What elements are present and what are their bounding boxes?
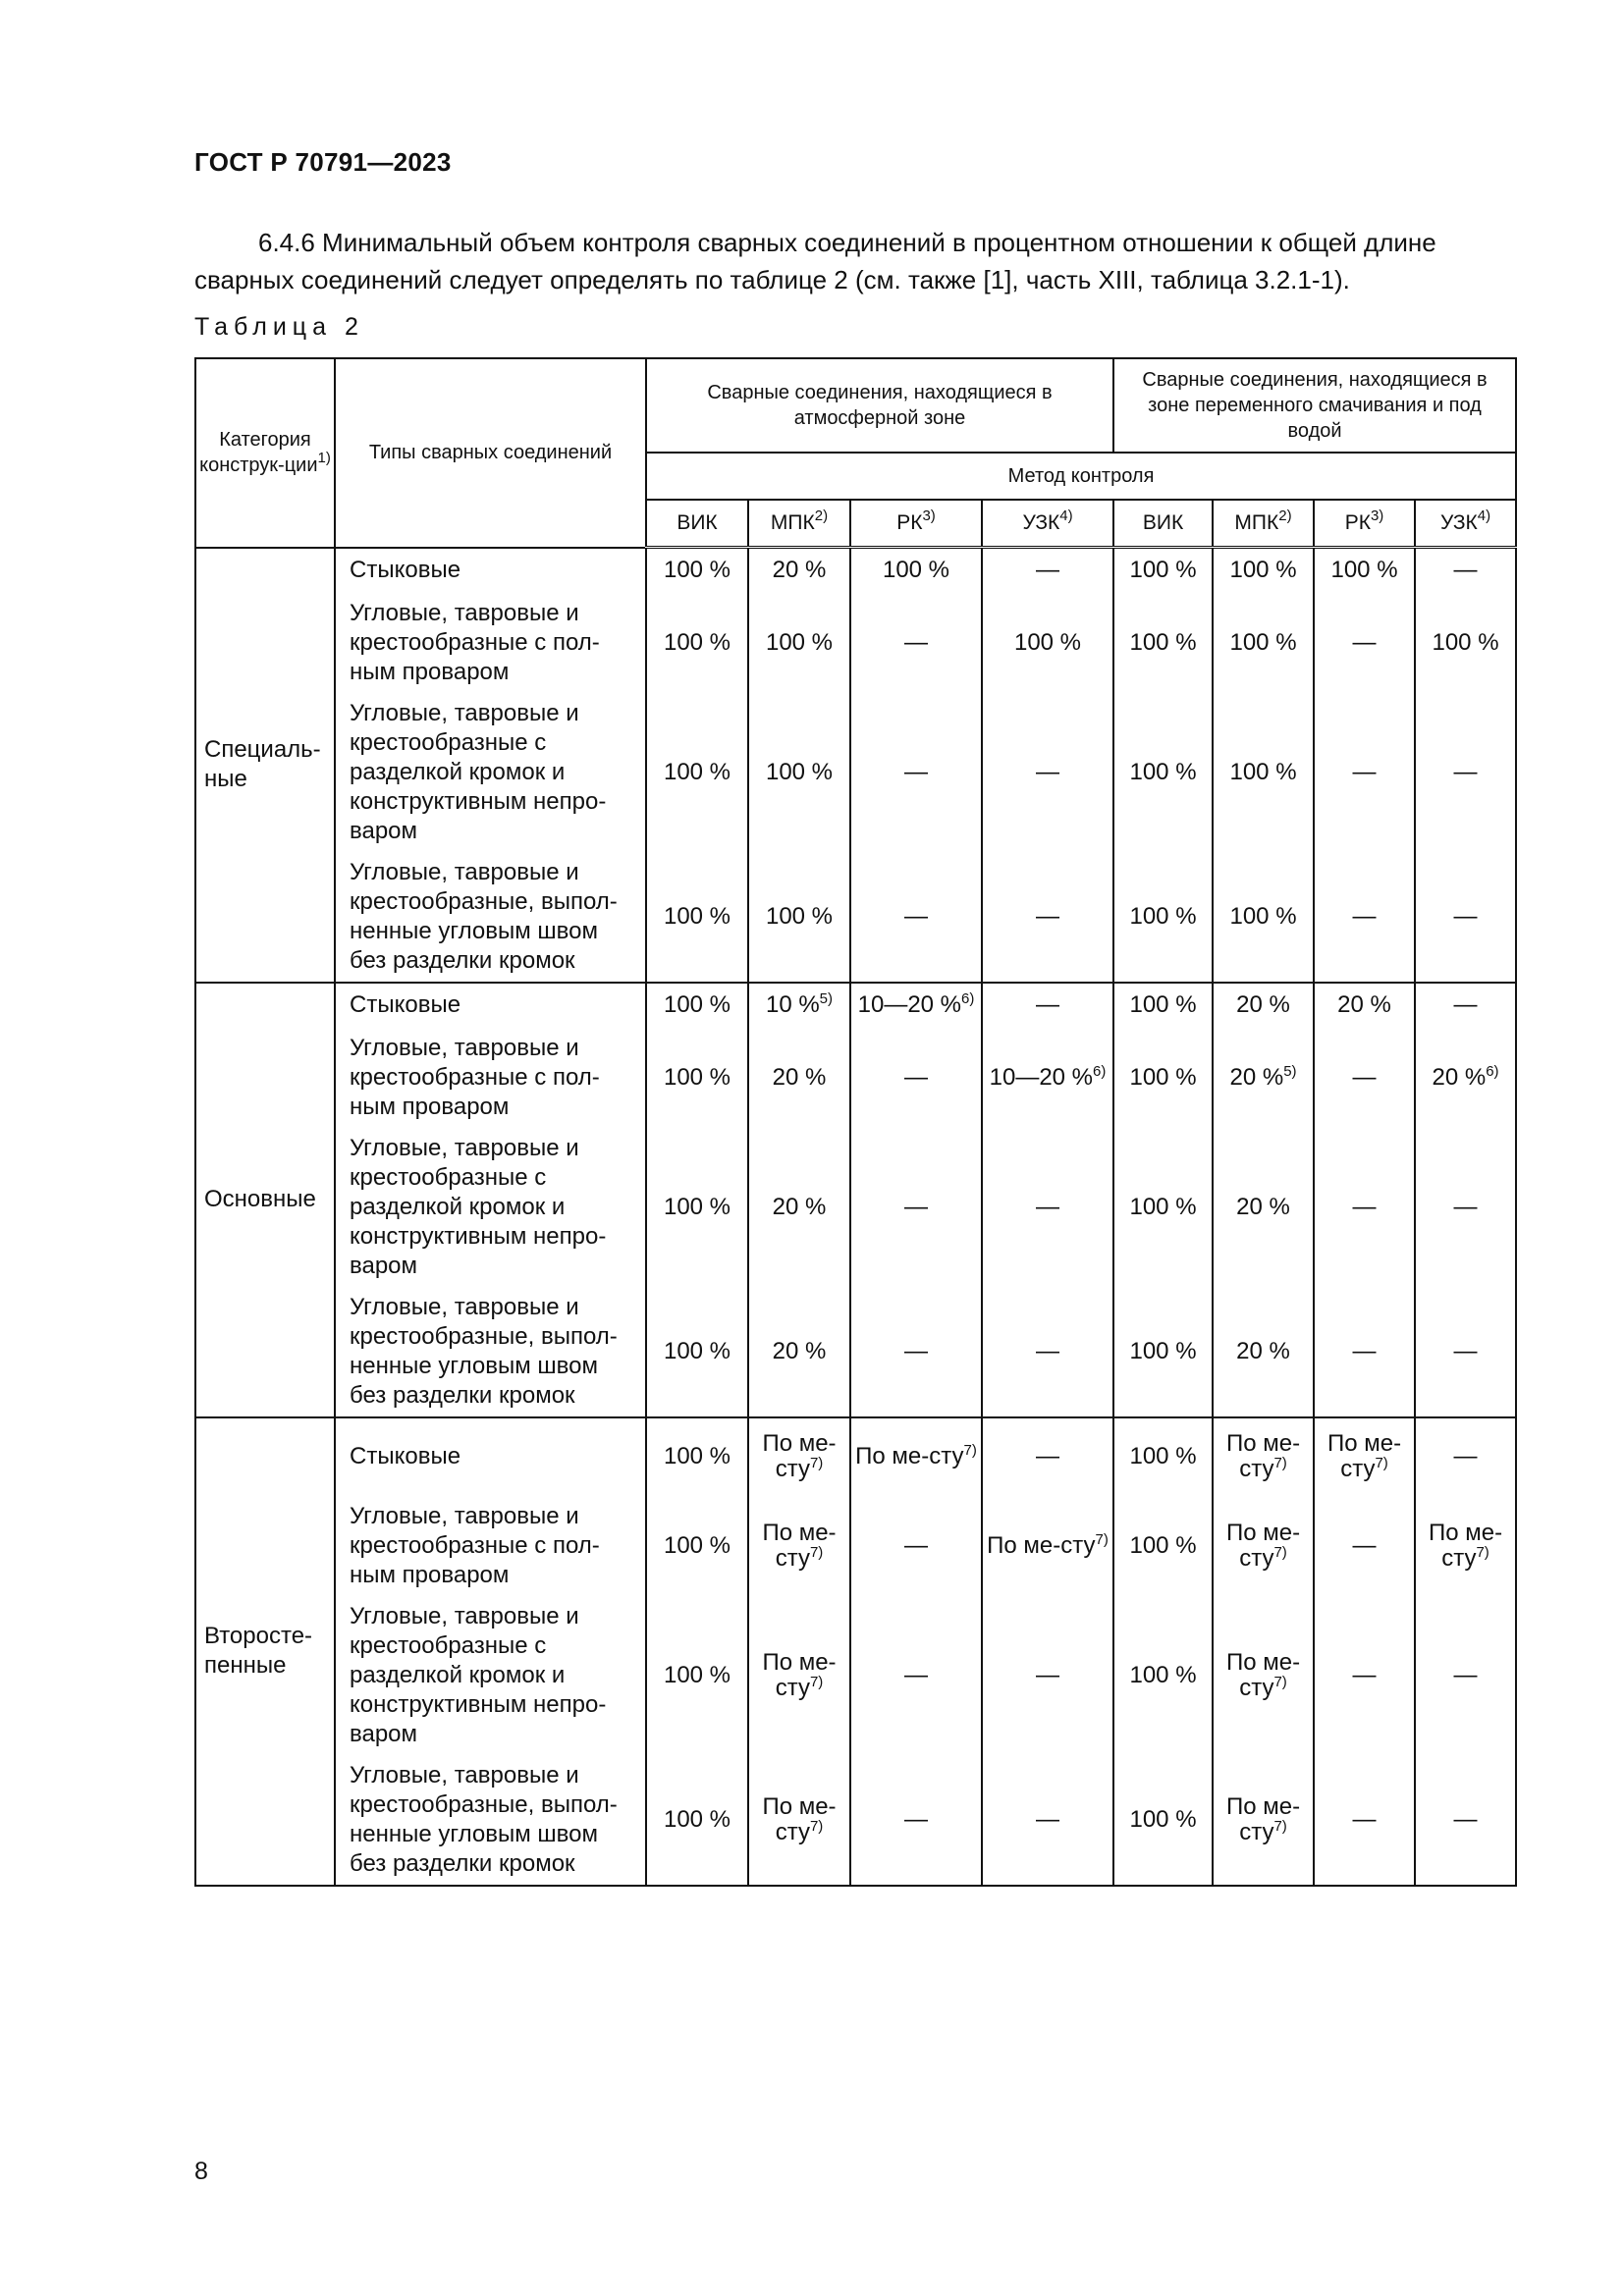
value-text: — [1352,1661,1377,1688]
value-text: 100 % [1129,902,1197,930]
value-cell [748,593,850,693]
value-text: По ме-сту [1225,1792,1301,1845]
method-footnote: 4) [1059,507,1073,524]
joint-type-cell: Угловые, тавровые и крестообразные с разделкой кромок и конструктивным непро-варом [335,693,646,852]
value-cell [646,693,748,852]
value-text: 100 % [663,1805,731,1833]
value-text: 100 % [1129,1531,1197,1559]
value-text: 100 % [663,902,731,930]
value-text: — [904,1337,928,1364]
value-text: 100 % [765,902,834,930]
value-text: — [1352,902,1377,930]
header-method-4 [1113,500,1213,548]
method-name: УЗК [1022,511,1060,534]
value-cell [1314,1028,1415,1128]
value-text: — [904,1193,928,1220]
value-text: 100 % [663,628,731,656]
header-method-5 [1213,500,1314,548]
table-body [195,548,1516,1886]
value-text: 20 % [772,557,827,584]
joint-type-cell: Стыковые [335,983,646,1028]
table-row [195,1496,1516,1596]
value-cell [1113,593,1213,693]
intro-text: 6.4.6 Минимальный объем контроля сварных соединений в процентном отношении к общей длине сварных соединений следует определять по таблице 2 (см. также [1], часть XIII, таблица 3.2.1-1). [194,228,1436,294]
table-row [195,1755,1516,1886]
value-text: 100 % [765,628,834,656]
method-name: УЗК [1439,511,1478,534]
value-text: 100 % [1129,1337,1197,1364]
value-cell [850,1596,982,1755]
value-cell [1314,852,1415,983]
value-text: — [1352,1805,1377,1833]
value-cell [1113,1287,1213,1417]
value-text: — [1453,1443,1478,1469]
value-cell [982,1128,1113,1287]
value-cell [646,1028,748,1128]
value-text: 100 % [663,1337,731,1364]
value-cell [982,1755,1113,1886]
document-header: ГОСТ Р 70791—2023 [194,147,452,177]
value-text: 10 % [765,991,820,1018]
value-text: 20 % [772,1063,827,1091]
value-footnote: 7) [1273,1543,1287,1561]
value-text: — [1352,1337,1377,1364]
value-cell [850,983,982,1028]
value-text: 100 % [663,1063,731,1091]
method-name: МПК [770,511,815,534]
value-cell [982,1028,1113,1128]
header-method-3 [982,500,1113,548]
value-text: — [1036,991,1059,1018]
table-row [195,693,1516,852]
value-footnote: 7) [809,1543,824,1561]
value-text: — [1036,557,1059,584]
category-cell: Специаль-ные [195,548,335,983]
value-footnote: 7) [1375,1455,1388,1471]
table-row [195,1028,1516,1128]
value-text: — [1036,1443,1059,1469]
value-cell [646,1755,748,1886]
value-text: — [904,628,928,656]
header-method-6 [1314,500,1415,548]
method-footnote: 4) [1477,507,1491,524]
value-text: — [1036,902,1059,930]
value-text: 100 % [1229,557,1297,584]
header-category-text: Категория конструк-ции [199,429,318,477]
value-footnote: 7) [809,1673,824,1690]
value-cell [748,1287,850,1417]
value-cell [982,1596,1113,1755]
table-row [195,1596,1516,1755]
value-text: — [1352,758,1377,785]
value-cell [850,1287,982,1417]
value-text: 20 % [1236,991,1290,1018]
value-cell [1213,852,1314,983]
value-text: 20 % [772,1193,827,1220]
value-cell [1213,1596,1314,1755]
value-cell [1113,1755,1213,1886]
value-text: 20 % [1432,1063,1487,1091]
value-text: По ме-сту [1225,1430,1301,1482]
value-cell [982,693,1113,852]
value-text: — [1453,758,1478,785]
value-text: — [1453,1661,1478,1688]
value-footnote: 6) [1093,1062,1107,1080]
value-cell [982,1496,1113,1596]
value-cell [1415,693,1516,852]
value-cell [1113,1496,1213,1596]
joint-type-cell: Угловые, тавровые и крестообразные с разделкой кромок и конструктивным непро-варом [335,1128,646,1287]
table-row [195,1417,1516,1496]
value-footnote: 7) [963,1442,977,1459]
value-cell [982,548,1113,593]
value-text: — [1453,1805,1478,1833]
value-text: По ме-сту [762,1648,837,1701]
value-text: — [1352,1193,1377,1220]
welding-control-table [194,357,1517,1887]
value-text: По ме-сту [1225,1519,1301,1572]
value-text: 100 % [1129,758,1197,785]
value-cell [748,548,850,593]
table-row [195,593,1516,693]
value-cell [1415,593,1516,693]
value-text: 100 % [663,1661,731,1688]
header-category [195,358,335,548]
value-footnote: 7) [809,1455,824,1471]
joint-type-cell: Угловые, тавровые и крестообразные, выпол-ненные угловым швом без разделки кромок [335,852,646,983]
value-cell [646,1496,748,1596]
value-cell [850,1128,982,1287]
value-text: 100 % [882,557,950,584]
value-cell [748,693,850,852]
value-cell [850,1417,982,1496]
value-cell [1415,1128,1516,1287]
value-cell [748,1028,850,1128]
value-cell [1415,1287,1516,1417]
table-row [195,852,1516,983]
value-text: — [1352,1063,1377,1091]
method-name: РК [1344,511,1371,534]
value-text: По ме-сту [855,1443,964,1469]
value-text: По ме-сту [1326,1430,1402,1482]
value-text: — [904,1063,928,1091]
header-zone-atmospheric: Сварные соединения, находящиеся в атмосферной зоне [646,358,1113,453]
value-text: По ме-сту [762,1430,837,1482]
value-text: — [904,1531,928,1559]
value-cell [1415,548,1516,593]
value-cell [1213,1417,1314,1496]
value-cell [1113,1596,1213,1755]
page-number: 8 [194,2158,208,2185]
value-cell [1213,1287,1314,1417]
method-footnote: 3) [1370,507,1384,524]
method-name: ВИК [677,511,718,534]
value-text: — [904,1805,928,1833]
joint-type-cell: Угловые, тавровые и крестообразные, выпол-ненные угловым швом без разделки кромок [335,1755,646,1886]
value-cell [1213,1755,1314,1886]
table-caption: Таблица 2 [194,313,364,341]
value-text: — [1036,1805,1059,1833]
table-row [195,1128,1516,1287]
value-text: — [1453,1337,1478,1364]
value-cell [748,1496,850,1596]
value-cell [1314,1496,1415,1596]
method-name: МПК [1234,511,1279,534]
value-cell [1314,983,1415,1028]
value-text: 100 % [765,758,834,785]
value-cell [646,983,748,1028]
value-cell [850,593,982,693]
value-cell [1213,693,1314,852]
table-row [195,983,1516,1028]
value-cell [1415,983,1516,1028]
value-cell [1314,548,1415,593]
value-cell [1113,1028,1213,1128]
method-footnote: 2) [1278,507,1292,524]
intro-paragraph [194,224,1515,298]
value-cell [1314,693,1415,852]
method-footnote: 2) [814,507,829,524]
value-cell [1415,852,1516,983]
header-method-0 [646,500,748,548]
value-cell [1113,983,1213,1028]
value-text: 100 % [663,1531,731,1559]
value-text: 100 % [1129,628,1197,656]
joint-type-cell: Угловые, тавровые и крестообразные с разделкой кромок и конструктивным непро-варом [335,1596,646,1755]
value-cell [1213,593,1314,693]
value-text: 20 % [1229,1063,1284,1091]
value-text: 10—20 % [989,1063,1094,1091]
value-cell [748,852,850,983]
value-text: 100 % [1129,557,1197,584]
table-row [195,1287,1516,1417]
value-cell [646,1128,748,1287]
method-footnote: 3) [922,507,936,524]
value-text: 100 % [1229,902,1297,930]
value-cell [748,983,850,1028]
value-text: 20 % [1337,991,1391,1018]
value-text: — [1036,1337,1059,1364]
joint-type-cell: Стыковые [335,548,646,593]
value-footnote: 5) [1283,1062,1297,1080]
value-cell [748,1128,850,1287]
value-text: 100 % [1129,1805,1197,1833]
value-footnote: 7) [1273,1817,1287,1835]
value-text: 100 % [1013,628,1082,656]
header-method-1 [748,500,850,548]
value-cell [646,1596,748,1755]
table-head [195,358,1516,548]
joint-type-cell: Стыковые [335,1417,646,1496]
value-text: 100 % [1129,1193,1197,1220]
value-cell [1415,1755,1516,1886]
value-text: — [1036,1661,1059,1688]
value-text: 100 % [663,1193,731,1220]
value-cell [748,1755,850,1886]
value-cell [1213,983,1314,1028]
value-cell [1314,1417,1415,1496]
value-text: 100 % [663,991,731,1018]
value-footnote: 6) [1486,1062,1499,1080]
value-text: 100 % [1432,628,1499,656]
joint-type-cell: Угловые, тавровые и крестообразные, выпол-ненные угловым швом без разделки кромок [335,1287,646,1417]
joint-type-cell: Угловые, тавровые и крестообразные с пол-ным проваром [335,1028,646,1128]
value-footnote: 5) [819,990,834,1007]
value-cell [1113,1128,1213,1287]
value-cell [646,852,748,983]
value-cell [1213,1496,1314,1596]
value-cell [982,593,1113,693]
value-cell [1113,548,1213,593]
value-cell [646,1417,748,1496]
value-footnote: 7) [1273,1455,1287,1471]
value-cell [1415,1417,1516,1496]
value-text: 100 % [663,1443,731,1469]
value-cell [982,983,1113,1028]
value-cell [1213,1028,1314,1128]
value-text: По ме-сту [1225,1648,1301,1701]
value-text: — [904,1661,928,1688]
value-text: По ме-сту [1428,1519,1503,1572]
value-footnote: 7) [1476,1543,1489,1561]
value-cell [1314,1128,1415,1287]
value-cell [1314,1596,1415,1755]
value-text: — [1036,758,1059,785]
value-cell [1113,1417,1213,1496]
value-cell [850,1496,982,1596]
value-text: 100 % [1129,991,1197,1018]
value-text: — [904,758,928,785]
value-text: — [1453,902,1478,930]
value-cell [850,1028,982,1128]
value-cell [1113,852,1213,983]
value-text: 100 % [1229,758,1297,785]
header-control-method: Метод контроля [646,453,1516,500]
value-text: 100 % [1129,1443,1197,1469]
value-cell [1113,693,1213,852]
category-cell: Второсте-пенные [195,1417,335,1886]
value-text: 100 % [1129,1661,1197,1688]
value-cell [850,852,982,983]
value-footnote: 6) [961,990,975,1007]
value-cell [1314,593,1415,693]
value-cell [1213,1128,1314,1287]
value-text: По ме-сту [987,1531,1096,1559]
value-cell [850,1755,982,1886]
value-text: — [1453,991,1478,1018]
value-text: — [1352,1531,1377,1559]
value-text: 100 % [1229,628,1297,656]
method-name: РК [896,511,923,534]
value-cell [1415,1496,1516,1596]
value-cell [1415,1028,1516,1128]
value-cell [982,852,1113,983]
value-text: 100 % [1129,1063,1197,1091]
method-name: ВИК [1142,511,1184,534]
value-text: 10—20 % [857,991,962,1018]
value-text: — [1453,1193,1478,1220]
joint-type-cell: Угловые, тавровые и крестообразные с пол-ным проваром [335,1496,646,1596]
value-cell [1213,548,1314,593]
value-footnote: 7) [1273,1673,1287,1690]
value-text: 20 % [772,1337,827,1364]
value-cell [850,548,982,593]
value-text: 100 % [663,557,731,584]
value-text: — [1453,557,1478,584]
value-footnote: 7) [1095,1530,1109,1548]
value-cell [982,1287,1113,1417]
value-footnote: 7) [809,1817,824,1835]
value-cell [1415,1596,1516,1755]
table-row [195,548,1516,593]
value-cell [646,593,748,693]
value-text: 100 % [1330,557,1398,584]
value-cell [748,1596,850,1755]
joint-type-cell: Угловые, тавровые и крестообразные с пол-ным проваром [335,593,646,693]
value-cell [850,693,982,852]
value-text: 20 % [1236,1337,1290,1364]
value-text: 100 % [663,758,731,785]
value-cell [982,1417,1113,1496]
value-text: По ме-сту [762,1519,837,1572]
header-method-7 [1415,500,1516,548]
value-text: По ме-сту [762,1792,837,1845]
header-method-2 [850,500,982,548]
value-cell [748,1417,850,1496]
value-cell [1314,1755,1415,1886]
value-text: — [1036,1193,1059,1220]
value-text: — [904,902,928,930]
header-types: Типы сварных соединений [335,358,646,548]
value-text: 20 % [1236,1193,1290,1220]
value-cell [1314,1287,1415,1417]
header-zone-water: Сварные соединения, находящиеся в зоне переменного смачивания и под водой [1113,358,1516,453]
value-text: — [1352,628,1377,656]
category-cell: Основные [195,983,335,1417]
value-cell [646,548,748,593]
value-cell [646,1287,748,1417]
header-category-footnote: 1) [317,450,331,467]
